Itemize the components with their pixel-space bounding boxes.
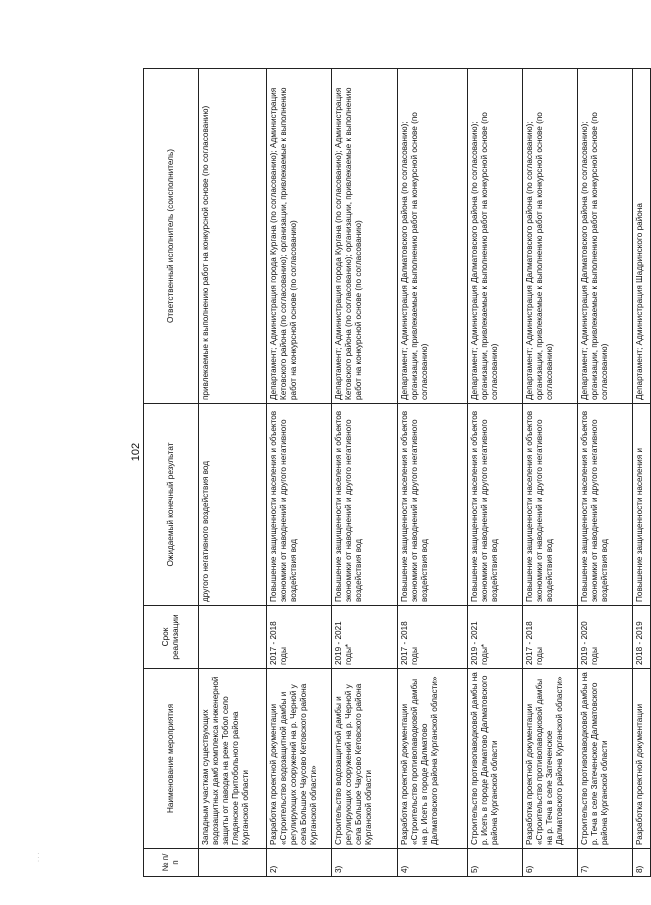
row-num: 5) xyxy=(468,849,523,877)
row-name: Строительство водозащитной дамбы и регулирующих сооружений на р. Черной у села Большое Чаусово Кетовского района Курганской области xyxy=(332,669,398,849)
row-name: Разработка проектной документации «Строительство водозащитной дамбы и регулирующих сооружений на р. Черной у села Большое Чаусово Кетовского района Курганской области» xyxy=(267,669,332,849)
row-result: Повышение защищенности населения и объектов экономики от наводнений и другого негативного воздействия вод xyxy=(332,404,398,606)
row-result: Повышение защищенности населения и объектов экономики от наводнений и другого негативного воздействия вод xyxy=(578,404,633,606)
table-row xyxy=(398,69,468,877)
row-num: 2) xyxy=(267,849,332,877)
row-result: Повышение защищенности населения и xyxy=(633,404,651,606)
rotated-table-container xyxy=(143,69,644,877)
row-term: 2019 - 2021 годы* xyxy=(332,606,398,669)
table-row xyxy=(578,69,633,877)
row-term: 2017 - 2018 годы xyxy=(398,606,468,669)
table-row xyxy=(468,69,523,877)
row-executor: Департамент; Администрация Далматовского района (по согласованию); организации, привлекаемые к выполнению работ на конкурсной основе (по согласованию) xyxy=(468,69,523,404)
row-result: Повышение защищенности населения и объектов экономики от наводнений и другого негативного воздействия вод xyxy=(267,404,332,606)
row-name: Разработка проектной документации xyxy=(633,669,651,849)
header-name: Наименование мероприятия xyxy=(144,669,199,849)
row-executor: Департамент; Администрация Шадринского района xyxy=(633,69,651,404)
table-header-row xyxy=(144,69,199,877)
row-term: 2018 - 2019 xyxy=(633,606,651,669)
row-term: 2017 - 2018 годы xyxy=(523,606,578,669)
header-term: Срок реализации xyxy=(144,606,199,669)
row-term: 2019 - 2021 годы* xyxy=(468,606,523,669)
table-row xyxy=(523,69,578,877)
row-executor: Департамент; Администрация Далматовского района (по согласованию); организации, привлекаемые к выполнению работ на конкурсной основе (по согласованию) xyxy=(523,69,578,404)
row-num: 3) xyxy=(332,849,398,877)
row-term: 2019 - 2020 годы xyxy=(578,606,633,669)
header-num: № п/п xyxy=(144,849,199,877)
row-name: Разработка проектной документации «Строительство противопаводковой дамбы на р. Теча в селе Затеченское Далматовского района Курганской области» xyxy=(523,669,578,849)
row-result: Повышение защищенности населения и объектов экономики от наводнений и другого негативного воздействия вод xyxy=(398,404,468,606)
header-result: Ожидаемый конечный результат xyxy=(144,404,199,606)
table-row xyxy=(199,69,267,877)
row-executor: Департамент; Администрация города Кургана (по согласованию); Администрация Кетовского района (по согласованию); организации, привлекаемые к выполнению работ на конкурсной основе (по согласованию) xyxy=(332,69,398,404)
row-term: 2017 - 2018 годы xyxy=(267,606,332,669)
row-executor: привлекаемые к выполнению работ на конкурсной основе (по согласованию) xyxy=(199,69,267,404)
table-row xyxy=(633,69,651,877)
measures-table xyxy=(143,68,651,877)
page-number: 102 xyxy=(130,442,142,462)
row-num xyxy=(199,849,267,877)
row-name: Строительство противопаводковой дамбы на р. Исеть в городе Далматово Далматовского района Курганской области xyxy=(468,669,523,849)
row-executor: Департамент; Администрация Далматовского района (по согласованию); организации, привлекаемые к выполнению работ на конкурсной основе (по согласованию) xyxy=(578,69,633,404)
row-result: другого негативного воздействия вод xyxy=(199,404,267,606)
row-num: 7) xyxy=(578,849,633,877)
row-executor: Департамент; Администрация города Кургана (по согласованию); Администрация Кетовского района (по согласованию); организации, привлекаемые к выполнению работ на конкурсной основе (по согласованию) xyxy=(267,69,332,404)
row-name: Разработка проектной документации «Строительство противопаводковой дамбы на р. Исеть в городе Далматово Далматовского района Курганской области» xyxy=(398,669,468,849)
row-executor: Департамент; Администрация Далматовского района (по согласованию); организации, привлекаемые к выполнению работ на конкурсной основе (по согласованию) xyxy=(398,69,468,404)
table-row xyxy=(332,69,398,877)
row-result: Повышение защищенности населения и объектов экономики от наводнений и другого негативного воздействия вод xyxy=(468,404,523,606)
margin-mark: · · · xyxy=(36,852,42,862)
row-term xyxy=(199,606,267,669)
row-name: Строительство противопаводковой дамбы на р. Теча в селе Затеченское Далматовского района Курганской области xyxy=(578,669,633,849)
row-num: 4) xyxy=(398,849,468,877)
table-row xyxy=(267,69,332,877)
row-num: 8) xyxy=(633,849,651,877)
row-num: 6) xyxy=(523,849,578,877)
header-executor: Ответственный исполнитель (соисполнитель) xyxy=(144,69,199,404)
row-result: Повышение защищенности населения и объектов экономики от наводнений и другого негативного воздействия вод xyxy=(523,404,578,606)
row-name: Западным участкам существующих водозащитных дамб комплекса инженерной защиты от паводка на реке Тобол село Глядянское Притобольного района Курганской области xyxy=(199,669,267,849)
